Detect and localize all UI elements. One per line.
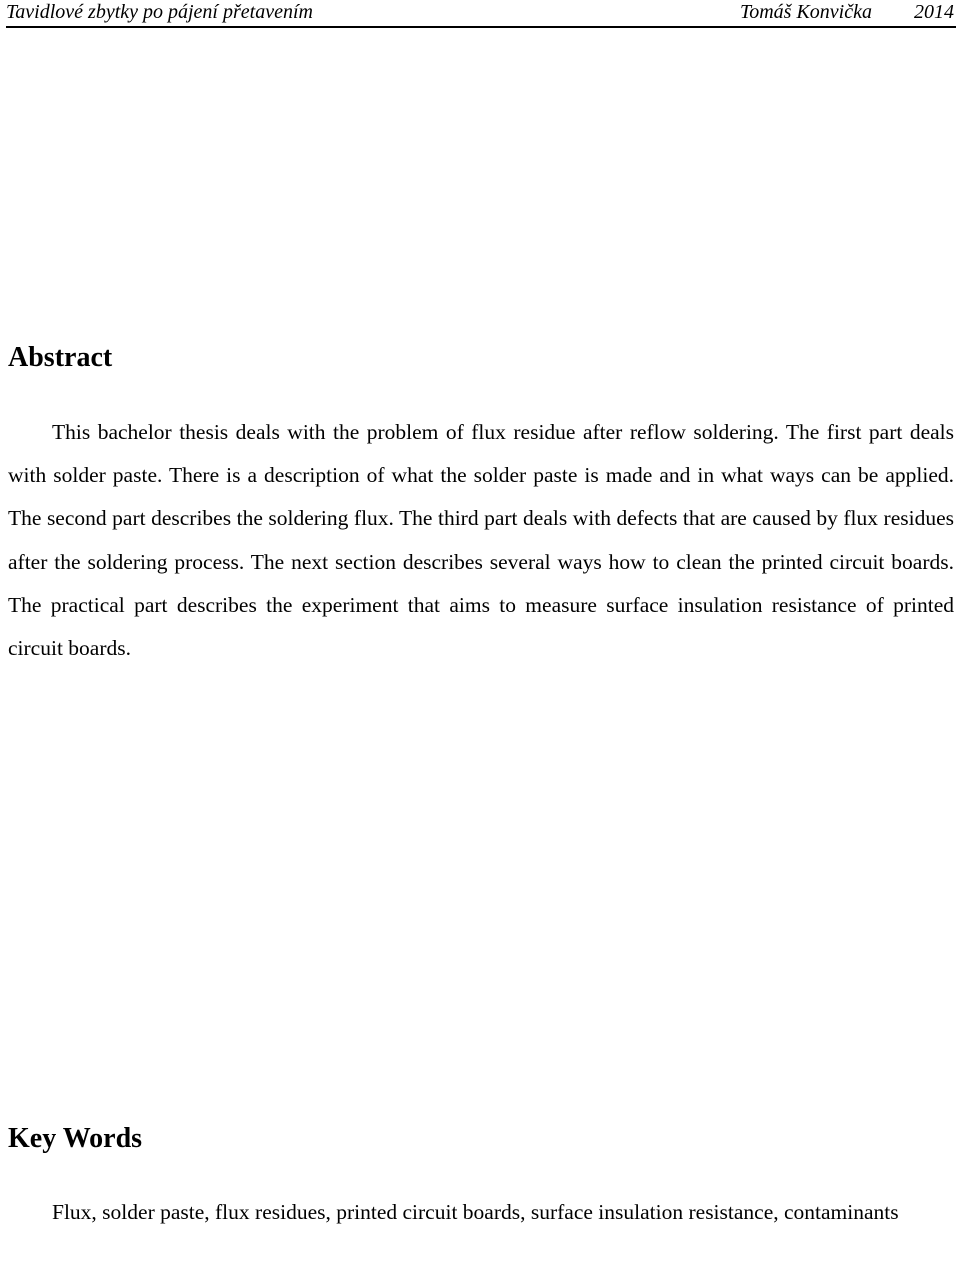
keywords-paragraph: Flux, solder paste, flux residues, printed circuit boards, surface insulation resistance, contaminants [52, 1200, 899, 1224]
abstract-heading: Abstract [8, 342, 113, 373]
keywords-heading: Key Words [8, 1123, 143, 1154]
header-year: 2014 [914, 1, 954, 23]
running-header [6, 0, 956, 28]
header-author: Tomáš Konvička [739, 1, 872, 23]
abstract-paragraph: This bachelor thesis deals with the problem of flux residue after reflow soldering. The first part deals with solder paste. There is a description of what the solder paste is made and in what ways can be applied. The second part describes the soldering flux. The third part deals with defects that are caused by flux residues after the soldering process. The next section describes several ways how to clean the printed circuit boards. The practical part describes the experiment that aims to measure surface insulation resistance of printed circuit boards. [8, 420, 954, 661]
header-title: Tavidlové zbytky po pájení přetavením [6, 1, 313, 23]
